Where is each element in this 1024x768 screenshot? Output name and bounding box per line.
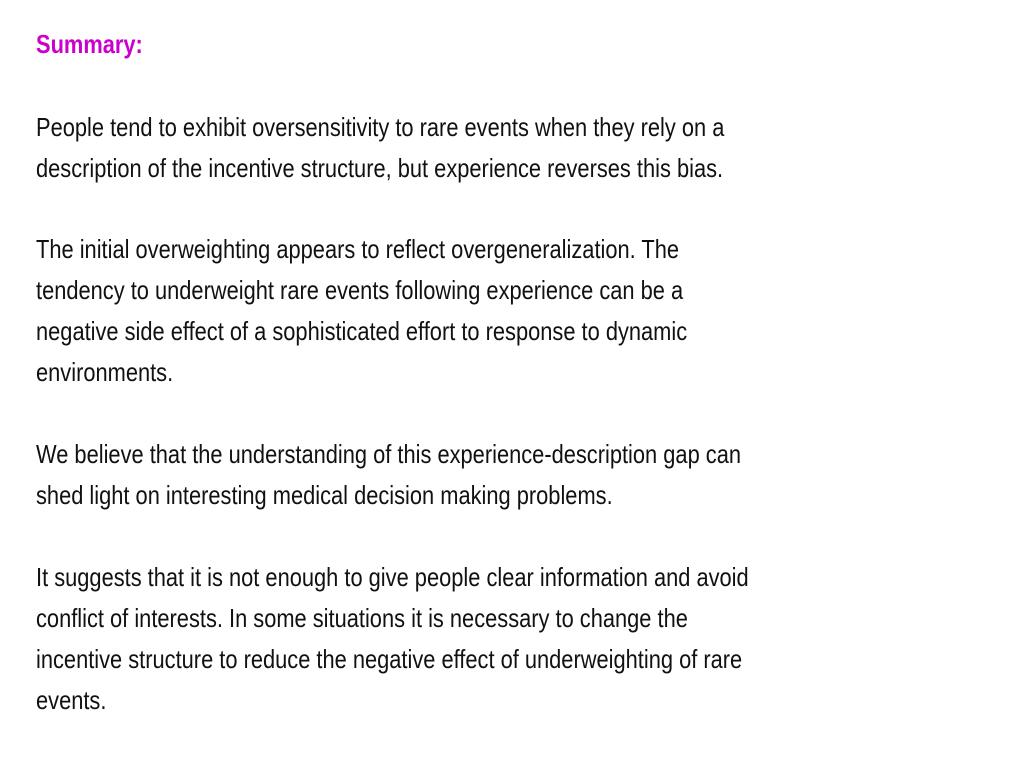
paragraph-medical-decisions [36, 434, 741, 516]
paragraph-line: environments. [36, 357, 174, 387]
paragraph-line: description of the incentive structure, but experience reverses this bias. [36, 153, 724, 183]
paragraph-line: events. [36, 685, 107, 715]
paragraph-incentive-structure [36, 557, 749, 721]
paragraph-rare-events-bias [36, 107, 724, 189]
paragraph-line: conflict of interests. In some situations it is necessary to change the [36, 603, 688, 633]
paragraph-line: incentive structure to reduce the negative effect of underweighting of rare [36, 644, 743, 674]
paragraph-line: negative side effect of a sophisticated effort to response to dynamic [36, 316, 688, 346]
paragraph-line: It suggests that it is not enough to give people clear information and avoid [36, 562, 749, 592]
paragraph-line: The initial overweighting appears to reflect overgeneralization. The [36, 234, 680, 264]
paragraph-line: People tend to exhibit oversensitivity to rare events when they rely on a [36, 112, 725, 142]
paragraph-line: We believe that the understanding of this experience-description gap can [36, 439, 741, 469]
slide-title: Summary: [36, 29, 143, 59]
paragraph-overweighting [36, 229, 687, 393]
paragraph-line: tendency to underweight rare events following experience can be a [36, 275, 684, 305]
paragraph-line: shed light on interesting medical decision making problems. [36, 480, 613, 510]
